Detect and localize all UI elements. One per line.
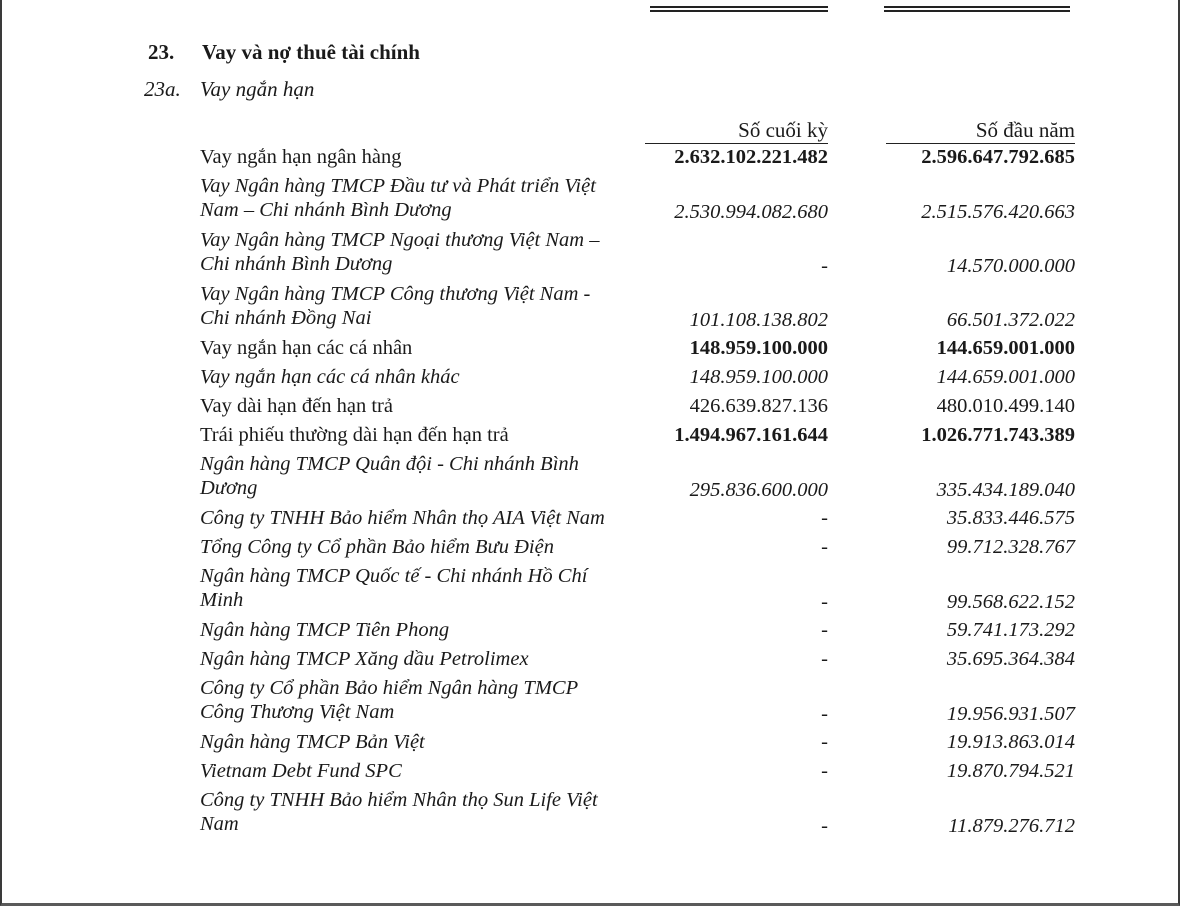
row-label-line: Vay Ngân hàng TMCP Ngoại thương Việt Nam – bbox=[200, 229, 600, 251]
value-beginning-of-year: 35.833.446.575 bbox=[946, 507, 1075, 529]
row-label-line: Vay ngắn hạn các cá nhân khác bbox=[200, 366, 460, 388]
row-label-line: Công Thương Việt Nam bbox=[200, 701, 395, 723]
column-header-beginning-of-year: Số đầu năm bbox=[886, 117, 1075, 144]
row-label-line: Chi nhánh Đồng Nai bbox=[200, 307, 372, 329]
value-beginning-of-year: 144.659.001.000 bbox=[936, 366, 1075, 388]
value-end-of-period: 148.959.100.000 bbox=[689, 366, 828, 388]
row-label bbox=[200, 145, 650, 169]
value-beginning-of-year: 11.879.276.712 bbox=[948, 815, 1075, 838]
value-end-of-period: 101.108.138.802 bbox=[689, 309, 828, 332]
row-label bbox=[200, 676, 650, 724]
row-label-line: Tổng Công ty Cổ phần Bảo hiểm Bưu Điện bbox=[200, 536, 554, 558]
value-beginning-of-year: 99.712.328.767 bbox=[946, 536, 1075, 558]
row-label-line: Ngân hàng TMCP Bản Việt bbox=[200, 731, 425, 753]
value-beginning-of-year: 480.010.499.140 bbox=[936, 395, 1075, 417]
value-end-of-period: - bbox=[821, 255, 828, 278]
row-label bbox=[200, 730, 650, 754]
column-header-end-of-period: Số cuối kỳ bbox=[645, 117, 828, 144]
value-beginning-of-year: 19.913.863.014 bbox=[946, 731, 1075, 753]
value-beginning-of-year: 59.741.173.292 bbox=[946, 619, 1075, 641]
value-beginning-of-year: 19.870.794.521 bbox=[946, 760, 1075, 782]
value-end-of-period: - bbox=[821, 507, 828, 529]
value-beginning-of-year: 2.515.576.420.663 bbox=[921, 201, 1075, 224]
row-label-line: Trái phiếu thường dài hạn đến hạn trả bbox=[200, 424, 509, 446]
row-label bbox=[200, 618, 650, 642]
value-end-of-period: 2.632.102.221.482 bbox=[674, 146, 828, 168]
value-end-of-period: 426.639.827.136 bbox=[689, 395, 828, 417]
row-label-line: Chi nhánh Bình Dương bbox=[200, 253, 393, 275]
value-end-of-period: 295.836.600.000 bbox=[689, 479, 828, 502]
value-end-of-period: 2.530.994.082.680 bbox=[674, 201, 828, 224]
row-label-line: Ngân hàng TMCP Tiên Phong bbox=[200, 619, 450, 641]
previous-table-double-rule bbox=[884, 6, 1070, 12]
row-label bbox=[200, 282, 650, 330]
row-label bbox=[200, 564, 650, 612]
row-label bbox=[200, 336, 650, 360]
row-label-line: Nam bbox=[200, 813, 239, 835]
row-label bbox=[200, 647, 650, 671]
row-label-line: Vay Ngân hàng TMCP Công thương Việt Nam - bbox=[200, 283, 591, 305]
row-label-line: Vay Ngân hàng TMCP Đầu tư và Phát triển Việt bbox=[200, 175, 596, 197]
subsection-number: 23a. bbox=[144, 77, 181, 101]
value-end-of-period: - bbox=[821, 731, 828, 753]
value-end-of-period: - bbox=[821, 591, 828, 614]
row-label bbox=[200, 365, 650, 389]
subsection-title: Vay ngắn hạn bbox=[200, 77, 315, 101]
row-label bbox=[200, 394, 650, 418]
previous-table-double-rule bbox=[650, 6, 828, 12]
row-label-line: Vay dài hạn đến hạn trả bbox=[200, 395, 393, 417]
row-label-line: Công ty Cổ phần Bảo hiểm Ngân hàng TMCP bbox=[200, 677, 579, 699]
subsection-heading bbox=[144, 77, 314, 102]
row-label-line: Ngân hàng TMCP Quân đội - Chi nhánh Bình bbox=[200, 453, 579, 475]
value-beginning-of-year: 19.956.931.507 bbox=[946, 703, 1075, 726]
value-beginning-of-year: 144.659.001.000 bbox=[936, 337, 1075, 359]
section-heading bbox=[148, 40, 420, 65]
value-beginning-of-year: 99.568.622.152 bbox=[946, 591, 1075, 614]
row-label-line: Dương bbox=[200, 477, 258, 499]
value-end-of-period: - bbox=[821, 619, 828, 641]
value-beginning-of-year: 2.596.647.792.685 bbox=[921, 146, 1075, 168]
row-label bbox=[200, 788, 650, 836]
value-beginning-of-year: 14.570.000.000 bbox=[946, 255, 1075, 278]
row-label-line: Công ty TNHH Bảo hiểm Nhân thọ Sun Life Việt bbox=[200, 789, 598, 811]
value-beginning-of-year: 335.434.189.040 bbox=[936, 479, 1075, 502]
section-number: 23. bbox=[148, 40, 175, 64]
row-label bbox=[200, 228, 650, 276]
section-title: Vay và nợ thuê tài chính bbox=[202, 40, 420, 64]
row-label bbox=[200, 174, 650, 222]
value-end-of-period: 148.959.100.000 bbox=[689, 337, 828, 359]
value-beginning-of-year: 1.026.771.743.389 bbox=[921, 424, 1075, 446]
row-label-line: Ngân hàng TMCP Quốc tế - Chi nhánh Hồ Chí bbox=[200, 565, 588, 587]
value-end-of-period: 1.494.967.161.644 bbox=[674, 424, 828, 446]
row-label-line: Nam – Chi nhánh Bình Dương bbox=[200, 199, 452, 221]
row-label-line: Ngân hàng TMCP Xăng dầu Petrolimex bbox=[200, 648, 529, 670]
row-label-line: Vietnam Debt Fund SPC bbox=[200, 760, 402, 782]
row-label bbox=[200, 535, 650, 559]
value-beginning-of-year: 66.501.372.022 bbox=[946, 309, 1075, 332]
value-end-of-period: - bbox=[821, 536, 828, 558]
row-label bbox=[200, 423, 650, 447]
row-label-line: Công ty TNHH Bảo hiểm Nhân thọ AIA Việt Nam bbox=[200, 507, 605, 529]
row-label bbox=[200, 759, 650, 783]
value-end-of-period: - bbox=[821, 703, 828, 726]
value-end-of-period: - bbox=[821, 648, 828, 670]
row-label-line: Vay ngắn hạn các cá nhân bbox=[200, 337, 413, 359]
row-label-line: Vay ngắn hạn ngân hàng bbox=[200, 146, 402, 168]
row-label-line: Minh bbox=[200, 589, 244, 611]
row-label bbox=[200, 452, 650, 500]
value-end-of-period: - bbox=[821, 760, 828, 782]
row-label bbox=[200, 506, 650, 530]
value-beginning-of-year: 35.695.364.384 bbox=[946, 648, 1075, 670]
value-end-of-period: - bbox=[821, 815, 828, 838]
